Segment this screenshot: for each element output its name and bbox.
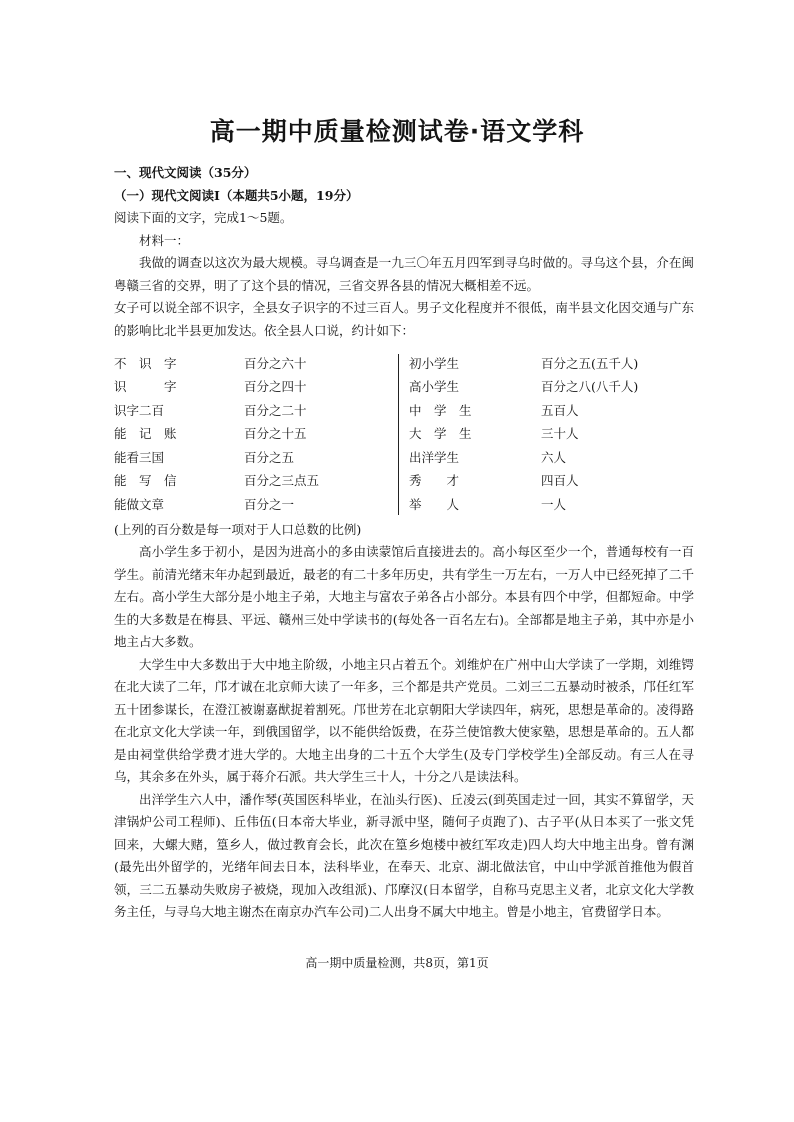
stats-row	[409, 493, 694, 517]
stats-label: 秀 才	[409, 473, 460, 488]
stats-value: 百分之二十	[244, 402, 307, 418]
stats-divider	[398, 354, 399, 515]
body-paragraph: 出洋学生六人中，潘作琴(英国医科毕业，在汕头行医)、丘凌云(到英国走过一回，其实不算留学，天津锅炉公司工程师)、丘伟伍(日本帝大毕业，新寻派中坚，随何子贞跑了)、古子平(从日本买了一张文凭回来，大螺大赌，篁乡人，做过教育会长，此次在篁乡炮楼中被红军攻走)四人均大中地主出身。曾有渊(最先出外留学的，光绪年间去日本，法科毕业，在奉天、北京、湖北做法官，中山中学派首推他为假首领，三二五暴动失败房子被烧，现加入改组派)、邝摩汉(日本留学，自称马克思主义者，北京文化大学教务主任，与寻乌大地主谢杰在南京办汽车公司)二人出身不属大中地主。曾是小地主，官费留学日本。	[114, 791, 694, 919]
stats-row	[114, 446, 399, 470]
stats-label: 初小学生	[409, 355, 460, 371]
intro-paragraph: 我做的调查以这次为最大规模。寻乌调查是一九三〇年五月四军到寻乌时做的。寻乌这个县，介在闽粤赣三省的交界，明了了这个县的情况，三省交界各县的情况大概相差不远。	[114, 255, 694, 293]
stats-row	[114, 493, 399, 517]
stats-value: 四百人	[541, 473, 579, 488]
subsection-heading: （一）现代文阅读Ⅰ（本题共5小题，19分）	[114, 187, 359, 203]
exam-body	[114, 162, 694, 924]
stats-label: 不 识 字	[114, 355, 177, 371]
stats-value: 百分之五(五千人)	[541, 355, 639, 371]
stats-value: 百分之十五	[244, 426, 307, 441]
stats-row	[114, 470, 399, 494]
stats-label: 能看三国	[114, 449, 165, 465]
stats-row	[409, 376, 694, 400]
stats-value: 百分之五	[244, 449, 295, 465]
stats-label: 能 记 账	[114, 426, 177, 441]
stats-row	[114, 376, 399, 400]
stats-value: 六人	[541, 449, 567, 465]
stats-value: 百分之一	[244, 496, 295, 512]
stats-label: 能 写 信	[114, 473, 177, 488]
instruction: 阅读下面的文字，完成1～5题。	[114, 210, 293, 225]
stats-left-column	[114, 352, 399, 517]
stats-label: 识 字	[114, 379, 177, 394]
intro-paragraph-2: 女子可以说全部不识字，全县女子识字的不过三百人。男子文化程度并不很低，南半县文化因交通与广东的影响比北半县更加发达。依全县人口说，约计如下：	[114, 300, 694, 338]
stats-value: 一人	[541, 496, 567, 512]
stats-label: 中 学 生	[409, 402, 472, 418]
body-paragraph: 大学生中大多数出于大中地主阶级，小地主只占着五个。刘维炉在广州中山大学读了一学期，刘维锷在北大读了二年，邝才诚在北京师大读了一年多，三个都是共产党员。二刘三二五暴动时被杀，邝任红军五十团参谋长，在澄江被谢嘉猷捉着割死。邝世芳在北京朝阳大学读四年，病死，思想是革命的。凌得路在北京文化大学读一年，到俄国留学，以不能供给饭费，在芬兰使馆教大使家塾，思想是革命的。五人都是由祠堂供给学费才进大学的。大地主出身的二十五个大学生(及专门学校学生)全部反动。有三人在寻乌，其余多在外头，属于蒋介石派。共大学生三十人，十分之八是读法科。	[114, 656, 694, 784]
stats-value: 百分之六十	[244, 355, 307, 371]
stats-row	[114, 399, 399, 423]
stats-value: 百分之四十	[244, 379, 307, 394]
body-paragraph: 高小学生多于初小，是因为进高小的多由读蒙馆后直接进去的。高小每区至少一个，普通每校有一百学生。前清光绪末年办起到最近，最老的有二十多年历史，共有学生一万左右，一万人中已经死掉了二千左右。高小学生大部分是小地主子弟，大地主与富农子弟各占小部分。本县有四个中学，但都短命。中学生的大多数是在梅县、平远、赣州三处中学读书的(每处各一百名左右)。全部都是地主子弟，其中亦是小地主占大多数。	[114, 544, 694, 649]
stats-value: 百分之三点五	[244, 473, 320, 488]
stats-value: 百分之八(八千人)	[541, 379, 639, 394]
stats-value: 三十人	[541, 426, 579, 441]
exam-title: 高一期中质量检测试卷·语文学科	[209, 117, 585, 146]
stats-row	[409, 423, 694, 447]
stats-row	[114, 423, 399, 447]
stats-row	[114, 352, 399, 376]
stats-label: 出洋学生	[409, 449, 460, 465]
stats-row	[409, 352, 694, 376]
stats-right-column	[399, 352, 694, 517]
stats-label: 识字二百	[114, 402, 165, 418]
stats-label: 高小学生	[409, 379, 460, 394]
stats-caption: (上列的百分数是每一项对于人口总数的比例)	[114, 521, 362, 537]
stats-row	[409, 399, 694, 423]
page-footer: 高一期中质量检测，共8页，第1页	[305, 956, 489, 970]
stats-row	[409, 446, 694, 470]
section-heading: 一、现代文阅读（35分）	[114, 165, 257, 180]
literacy-stats-table	[114, 352, 694, 517]
stats-value: 五百人	[541, 402, 579, 418]
material-label: 材料一：	[139, 232, 190, 248]
stats-row	[409, 470, 694, 494]
stats-label: 大 学 生	[409, 426, 472, 441]
stats-label: 举 人	[409, 496, 460, 512]
stats-label: 能做文章	[114, 496, 165, 512]
